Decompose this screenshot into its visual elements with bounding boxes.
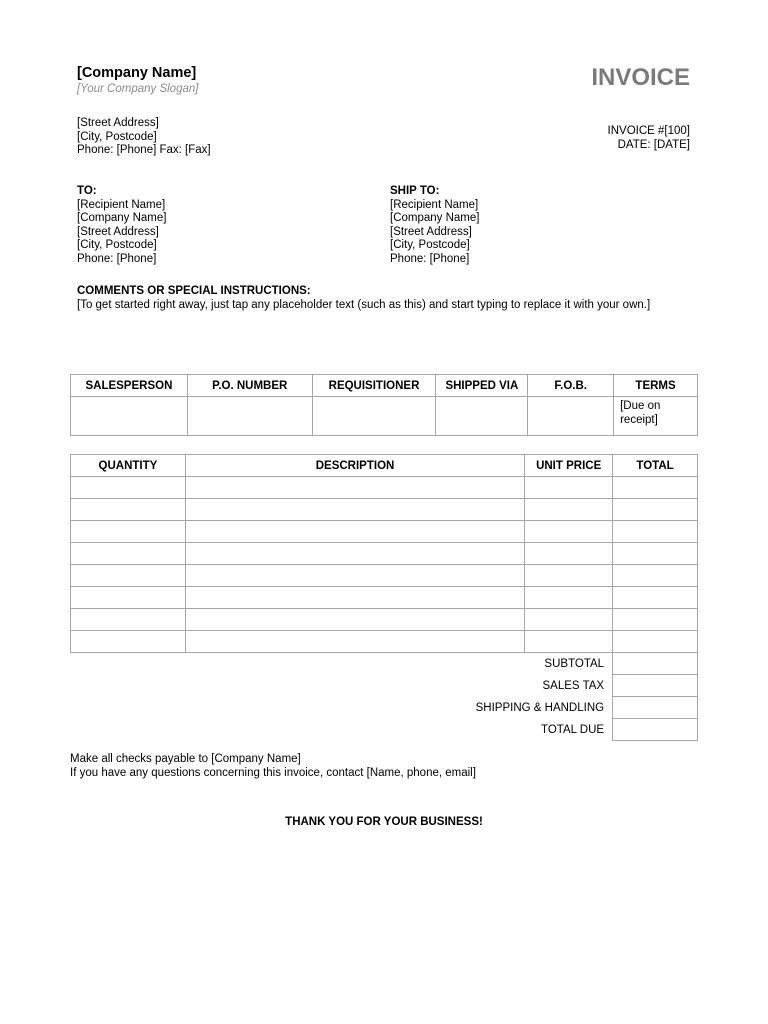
ship-to-heading: SHIP TO: bbox=[390, 185, 440, 197]
sender-city[interactable]: [City, Postcode] bbox=[77, 130, 157, 143]
unit-price-cell[interactable] bbox=[525, 477, 613, 499]
table-row bbox=[71, 543, 698, 565]
line-total-cell[interactable] bbox=[613, 587, 698, 609]
order-value-row bbox=[71, 397, 698, 436]
line-total-cell[interactable] bbox=[613, 631, 698, 653]
comments-section bbox=[77, 285, 650, 312]
quantity-cell[interactable] bbox=[71, 521, 186, 543]
payment-notes bbox=[70, 752, 476, 780]
comments-heading: COMMENTS OR SPECIAL INSTRUCTIONS: bbox=[77, 285, 311, 297]
ship-to-company[interactable]: [Company Name] bbox=[390, 212, 480, 224]
description-cell[interactable] bbox=[185, 499, 524, 521]
sales-tax-value[interactable] bbox=[613, 675, 698, 697]
unit-price-cell[interactable] bbox=[525, 521, 613, 543]
bill-to-phone[interactable]: Phone: [Phone] bbox=[77, 252, 157, 265]
shipping-row bbox=[71, 697, 698, 719]
header-description: DESCRIPTION bbox=[185, 455, 524, 477]
quantity-cell[interactable] bbox=[71, 543, 186, 565]
line-total-cell[interactable] bbox=[613, 565, 698, 587]
line-total-cell[interactable] bbox=[613, 543, 698, 565]
ship-to-city[interactable]: [City, Postcode] bbox=[390, 239, 470, 251]
company-slogan[interactable]: [Your Company Slogan] bbox=[77, 83, 199, 95]
ship-to-recipient[interactable]: [Recipient Name] bbox=[390, 198, 479, 211]
invoice-date[interactable]: DATE: [DATE] bbox=[617, 138, 690, 151]
sender-phone-fax[interactable]: Phone: [Phone] Fax: [Fax] bbox=[77, 144, 211, 156]
description-cell[interactable] bbox=[185, 565, 524, 587]
checks-payable-note[interactable]: Make all checks payable to [Company Name] bbox=[70, 753, 301, 765]
unit-price-cell[interactable] bbox=[525, 631, 613, 653]
invoice-meta bbox=[608, 125, 690, 152]
invoice-title: INVOICE bbox=[591, 64, 690, 91]
thank-you-message: THANK YOU FOR YOUR BUSINESS! bbox=[285, 816, 483, 828]
subtotal-label: SUBTOTAL bbox=[544, 657, 605, 670]
header-fob: F.O.B. bbox=[528, 375, 614, 397]
unit-price-cell[interactable] bbox=[525, 543, 613, 565]
bill-to-block bbox=[77, 185, 166, 266]
description-cell[interactable] bbox=[185, 477, 524, 499]
bill-to-recipient[interactable]: [Recipient Name] bbox=[77, 198, 166, 211]
total-due-label: TOTAL DUE bbox=[541, 723, 605, 736]
quantity-cell[interactable] bbox=[71, 565, 186, 587]
sender-street[interactable]: [Street Address] bbox=[77, 117, 159, 129]
bill-to-street[interactable]: [Street Address] bbox=[77, 225, 159, 238]
shipping-handling-value[interactable] bbox=[613, 697, 698, 719]
unit-price-cell[interactable] bbox=[525, 565, 613, 587]
line-total-cell[interactable] bbox=[613, 521, 698, 543]
header-unit-price: UNIT PRICE bbox=[525, 455, 613, 477]
bill-to-heading: TO: bbox=[77, 185, 97, 197]
header-quantity: QUANTITY bbox=[71, 455, 186, 477]
quantity-cell[interactable] bbox=[71, 631, 186, 653]
bill-to-company[interactable]: [Company Name] bbox=[77, 212, 167, 224]
ship-to-phone[interactable]: Phone: [Phone] bbox=[390, 252, 470, 265]
subtotal-value[interactable] bbox=[613, 653, 698, 675]
invoice-number[interactable]: INVOICE #[100] bbox=[607, 125, 690, 137]
table-row bbox=[71, 609, 698, 631]
order-header-row bbox=[71, 375, 698, 397]
quantity-cell[interactable] bbox=[71, 609, 186, 631]
unit-price-cell[interactable] bbox=[525, 609, 613, 631]
description-cell[interactable] bbox=[185, 587, 524, 609]
unit-price-cell[interactable] bbox=[525, 587, 613, 609]
line-total-cell[interactable] bbox=[613, 609, 698, 631]
header-po-number: P.O. NUMBER bbox=[187, 375, 312, 397]
ship-to-block bbox=[390, 185, 479, 266]
description-cell[interactable] bbox=[185, 609, 524, 631]
description-cell[interactable] bbox=[185, 521, 524, 543]
order-details-table bbox=[70, 374, 698, 436]
items-header-row bbox=[71, 455, 698, 477]
header-terms: TERMS bbox=[614, 375, 698, 397]
table-row bbox=[71, 565, 698, 587]
fob-cell[interactable] bbox=[528, 397, 614, 436]
sender-address bbox=[77, 117, 211, 158]
comments-text[interactable]: [To get started right away, just tap any placeholder text (such as this) and start typing to replace it with your own.] bbox=[77, 298, 651, 311]
total-due-row bbox=[71, 719, 698, 741]
table-row bbox=[71, 521, 698, 543]
subtotal-row bbox=[71, 653, 698, 675]
requisitioner-cell[interactable] bbox=[312, 397, 436, 436]
header-total: TOTAL bbox=[613, 455, 698, 477]
sales-tax-label: SALES TAX bbox=[542, 679, 605, 692]
line-total-cell[interactable] bbox=[613, 499, 698, 521]
questions-contact-note[interactable]: If you have any questions concerning this invoice, contact [Name, phone, email] bbox=[70, 767, 476, 779]
header-salesperson: SALESPERSON bbox=[71, 375, 188, 397]
table-row bbox=[71, 499, 698, 521]
po-number-cell[interactable] bbox=[187, 397, 312, 436]
sales-tax-row bbox=[71, 675, 698, 697]
line-items-table bbox=[70, 454, 698, 741]
table-row bbox=[71, 587, 698, 609]
shipped-via-cell[interactable] bbox=[436, 397, 528, 436]
shipping-handling-label: SHIPPING & HANDLING bbox=[475, 701, 605, 714]
total-due-value[interactable] bbox=[613, 719, 698, 741]
header-shipped-via: SHIPPED VIA bbox=[436, 375, 528, 397]
table-row bbox=[71, 631, 698, 653]
quantity-cell[interactable] bbox=[71, 477, 186, 499]
description-cell[interactable] bbox=[185, 631, 524, 653]
unit-price-cell[interactable] bbox=[525, 499, 613, 521]
company-name[interactable]: [Company Name] bbox=[77, 65, 197, 81]
terms-cell[interactable]: [Due on receipt] bbox=[614, 397, 698, 436]
line-total-cell[interactable] bbox=[613, 477, 698, 499]
salesperson-cell[interactable] bbox=[71, 397, 188, 436]
header-requisitioner: REQUISITIONER bbox=[312, 375, 436, 397]
table-row bbox=[71, 477, 698, 499]
quantity-cell[interactable] bbox=[71, 499, 186, 521]
bill-to-city[interactable]: [City, Postcode] bbox=[77, 239, 157, 251]
description-cell[interactable] bbox=[185, 543, 524, 565]
ship-to-street[interactable]: [Street Address] bbox=[390, 225, 472, 238]
quantity-cell[interactable] bbox=[71, 587, 186, 609]
